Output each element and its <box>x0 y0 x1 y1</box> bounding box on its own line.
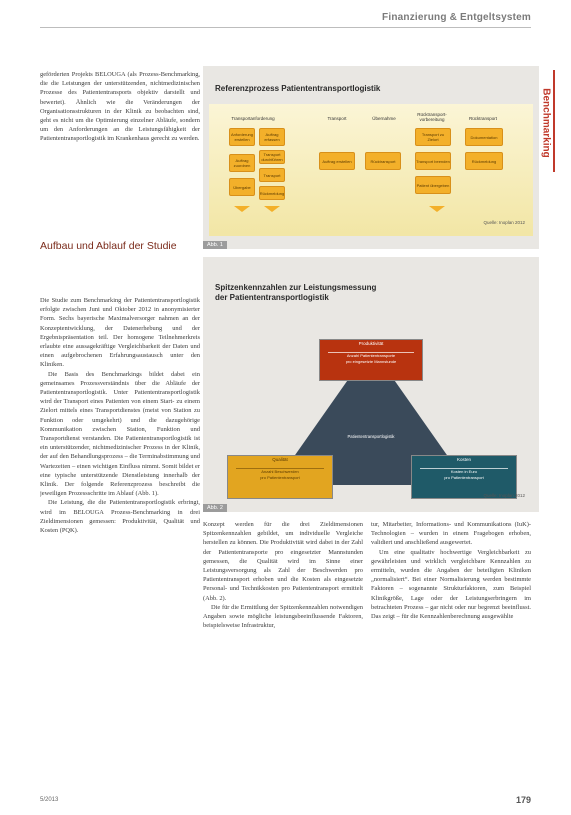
process-box: Transport durchführen <box>259 150 285 164</box>
process-box: Transport <box>259 168 285 182</box>
process-box: Übergabe <box>229 178 255 196</box>
running-header: Finanzierung & Entgeltsystem <box>382 12 531 23</box>
process-box: Dokumentation <box>465 128 503 146</box>
quality-label: Qualität <box>272 457 288 462</box>
productivity-box <box>319 339 423 381</box>
figure-1-tag: Abb. 1 <box>203 241 227 249</box>
column-2 <box>203 520 363 770</box>
divider <box>236 468 324 469</box>
down-arrow-icon <box>234 206 250 212</box>
column-3 <box>371 520 531 770</box>
section-heading: Aufbau und Ablauf der Studie <box>40 240 177 252</box>
column-1-body <box>40 296 200 771</box>
paragraph: Konzept werden für die drei Zieldimensionen Spitzenkennzahlen gebildet, um individuelle Vergleiche herstellen zu können. Die Produktivität wird dabei in der Zahl der Patiententransporte pro eingesetzter Mannstunden gemessen, die Qualität wird im Sinne einer Leistungsversorgung als Zahl der Beschwerden pro Patiententransport erhoben und die Kosten als eingesetzte Personal- und Technikkosten pro Patiententransport ermittelt (Abb. 2). <box>203 521 363 602</box>
figure-2-source: Quelle: Inoplan 2012 <box>483 493 525 498</box>
quality-line: Anzahl Beschwerden <box>261 469 299 474</box>
page-number: 179 <box>515 795 531 805</box>
process-box: Anforderung erstellen <box>229 128 255 146</box>
header-rule <box>40 27 531 28</box>
process-box: Rückmeldung <box>259 186 285 200</box>
down-arrow-icon <box>429 206 445 212</box>
phase-label: Rücktransport-vorbereitung <box>417 112 447 122</box>
figure-1-source: Quelle: Inoplan 2012 <box>483 220 525 225</box>
issue-label: 5/2013 <box>40 797 59 803</box>
process-box: Rücktransport <box>365 152 401 170</box>
figure-1 <box>203 66 539 249</box>
process-box: Transport beenden <box>415 152 451 170</box>
phase-label: Übernahme <box>372 116 396 121</box>
phase-label: Transportanforderung <box>231 116 275 121</box>
side-tab <box>539 78 553 168</box>
cost-label: Kosten <box>456 457 471 462</box>
figure-2 <box>203 257 539 512</box>
down-arrow-icon <box>264 206 280 212</box>
divider <box>420 468 508 469</box>
figure-2-tag: Abb. 2 <box>203 504 227 512</box>
paragraph: Um eine qualitativ hochwertige Vergleichbarkeit zu gewährleisten und wirklich vergleichbare Kennzahlen zu ermitteln, wurden die Angaben der beteiligten Kliniken „normalisiert“. Bei einer Normalisierung werden bestimmte Faktoren – sogenannte Strukturfaktoren, zum Beispiel Klinikgröße, Lage oder der Leistungserbringern im betrachteten Prozess – gar nicht oder nur begrenzt beeinflusst. Das zeigt – für die Kennzahlenberechnung ausgewählte <box>371 548 531 621</box>
cost-line: Kosten in Euro <box>450 469 478 474</box>
process-box: Auftrag erstellen <box>319 152 355 170</box>
side-tab-label: Benchmarking <box>540 88 552 158</box>
phase-label: Transport <box>327 116 347 121</box>
figure-2-title-line-2: der Patiententransportlogistik <box>215 293 329 302</box>
productivity-line: Anzahl Patiententransporte <box>346 353 396 358</box>
productivity-line: pro eingesetzte Mannstunde <box>345 359 397 364</box>
paragraph: geförderten Projekts BELOUGA (als Prozess-Benchmarking, die die Leistungen der unterstützenden, nichtmedizinischen Prozesse des Patiententransports objektiv darstellt und bewertet). Ähnlich wie die Veränderungen der Organisationsstrukturen in der Klinik zu beobachten sind, geht es nicht um die Optimierung einzelner Abläufe, sondern um den Anforderungen an die Leistungsfähigkeit der Patiententransportlogistik im Krankenhaus gerecht zu werden. <box>40 71 200 143</box>
process-box: Patient übergeben <box>415 176 451 194</box>
process-box: Transport zu Zielort <box>415 128 451 146</box>
column-1-top <box>40 70 200 230</box>
figure-1-title: Referenzprozess Patiententransportlogistik <box>215 84 381 93</box>
process-box: Rückmeldung <box>465 152 503 170</box>
productivity-label: Produktivität <box>358 341 384 346</box>
paragraph: Die Basis des Benchmarkings bildet dabei ein gemeinsames Prozessverständnis über die Abläufe der Patiententransportlogistik. Unter Patiententransportlogistik wird der Transport eines Patienten von einem Start- zu einem Zielort mittels eines Transportdienstes (meist von Station zu Funktion oder umgekehrt) und die dazugehörige Kommunikation zwischen Station, Funktion und Transportdienst verstanden. Die Patiententransportlogistik ist ein unterstützender, nichtmedizinischer Prozess in der Klinik, der auf den Behandlungsprozess – die Terminabstimmung und Wartezeiten – einen wichtigen Einfluss nimmt. Somit bildet er eine typische unterstützende Dienstleistung innerhalb der Klinik. Der folgende Referenzprozess beschreibt die jeweiligen Prozessschritte im Ablauf (Abb. 1). <box>40 370 200 498</box>
paragraph: tur, Mitarbeiter, Informations- und Kommunikations (IuK)-Technologien – wurden in einem Fragebogen erhoben, validiert und anschließend ausgewertet. <box>371 521 531 547</box>
figure-2-title-line-1: Spitzenkennzahlen zur Leistungsmessung <box>215 283 377 292</box>
process-box: Auftrag zuordnen <box>229 154 255 172</box>
side-tab-bar <box>553 70 555 172</box>
paragraph: Die Studie zum Benchmarking der Patiententransportlogistik erfolgte zwischen Juni und Oktober 2012 in anonymisierter Form. Sechs bayerische Maximalversorger nahmen an der Konzeptentwicklung, der Datenerhebung und der Ergebnispräsentation teil. Der homogene Teilnehmerkreis erlaubte eine aussagekräftige Vergleichbarkeit der Daten und einen aufgebrochenen Erfahrungsaustausch unter den Kliniken. <box>40 297 200 369</box>
divider <box>328 352 414 353</box>
quality-box <box>227 455 333 499</box>
paragraph: Die Leistung, die die Patiententransportlogistik erbringt, wird im BELOUGA Prozess-Benchmarking in drei Zieldimensionen gemessen: Produktivität, Qualität und Kosten (PQK). <box>40 499 200 535</box>
quality-line: pro Patiententransport <box>260 475 300 480</box>
cost-line: pro Patiententransport <box>444 475 484 480</box>
paragraph: Die für die Ermittlung der Spitzenkennzahlen notwendigen Angaben sowie mögliche leistungsbeeinflussende Faktoren, beispielsweise Infrastruktur, <box>203 603 363 630</box>
process-background <box>209 104 533 236</box>
process-box: Auftrag erfassen <box>259 128 285 146</box>
center-label: Patiententransportlogistik <box>347 434 395 439</box>
phase-label: Rücktransport <box>468 116 497 121</box>
